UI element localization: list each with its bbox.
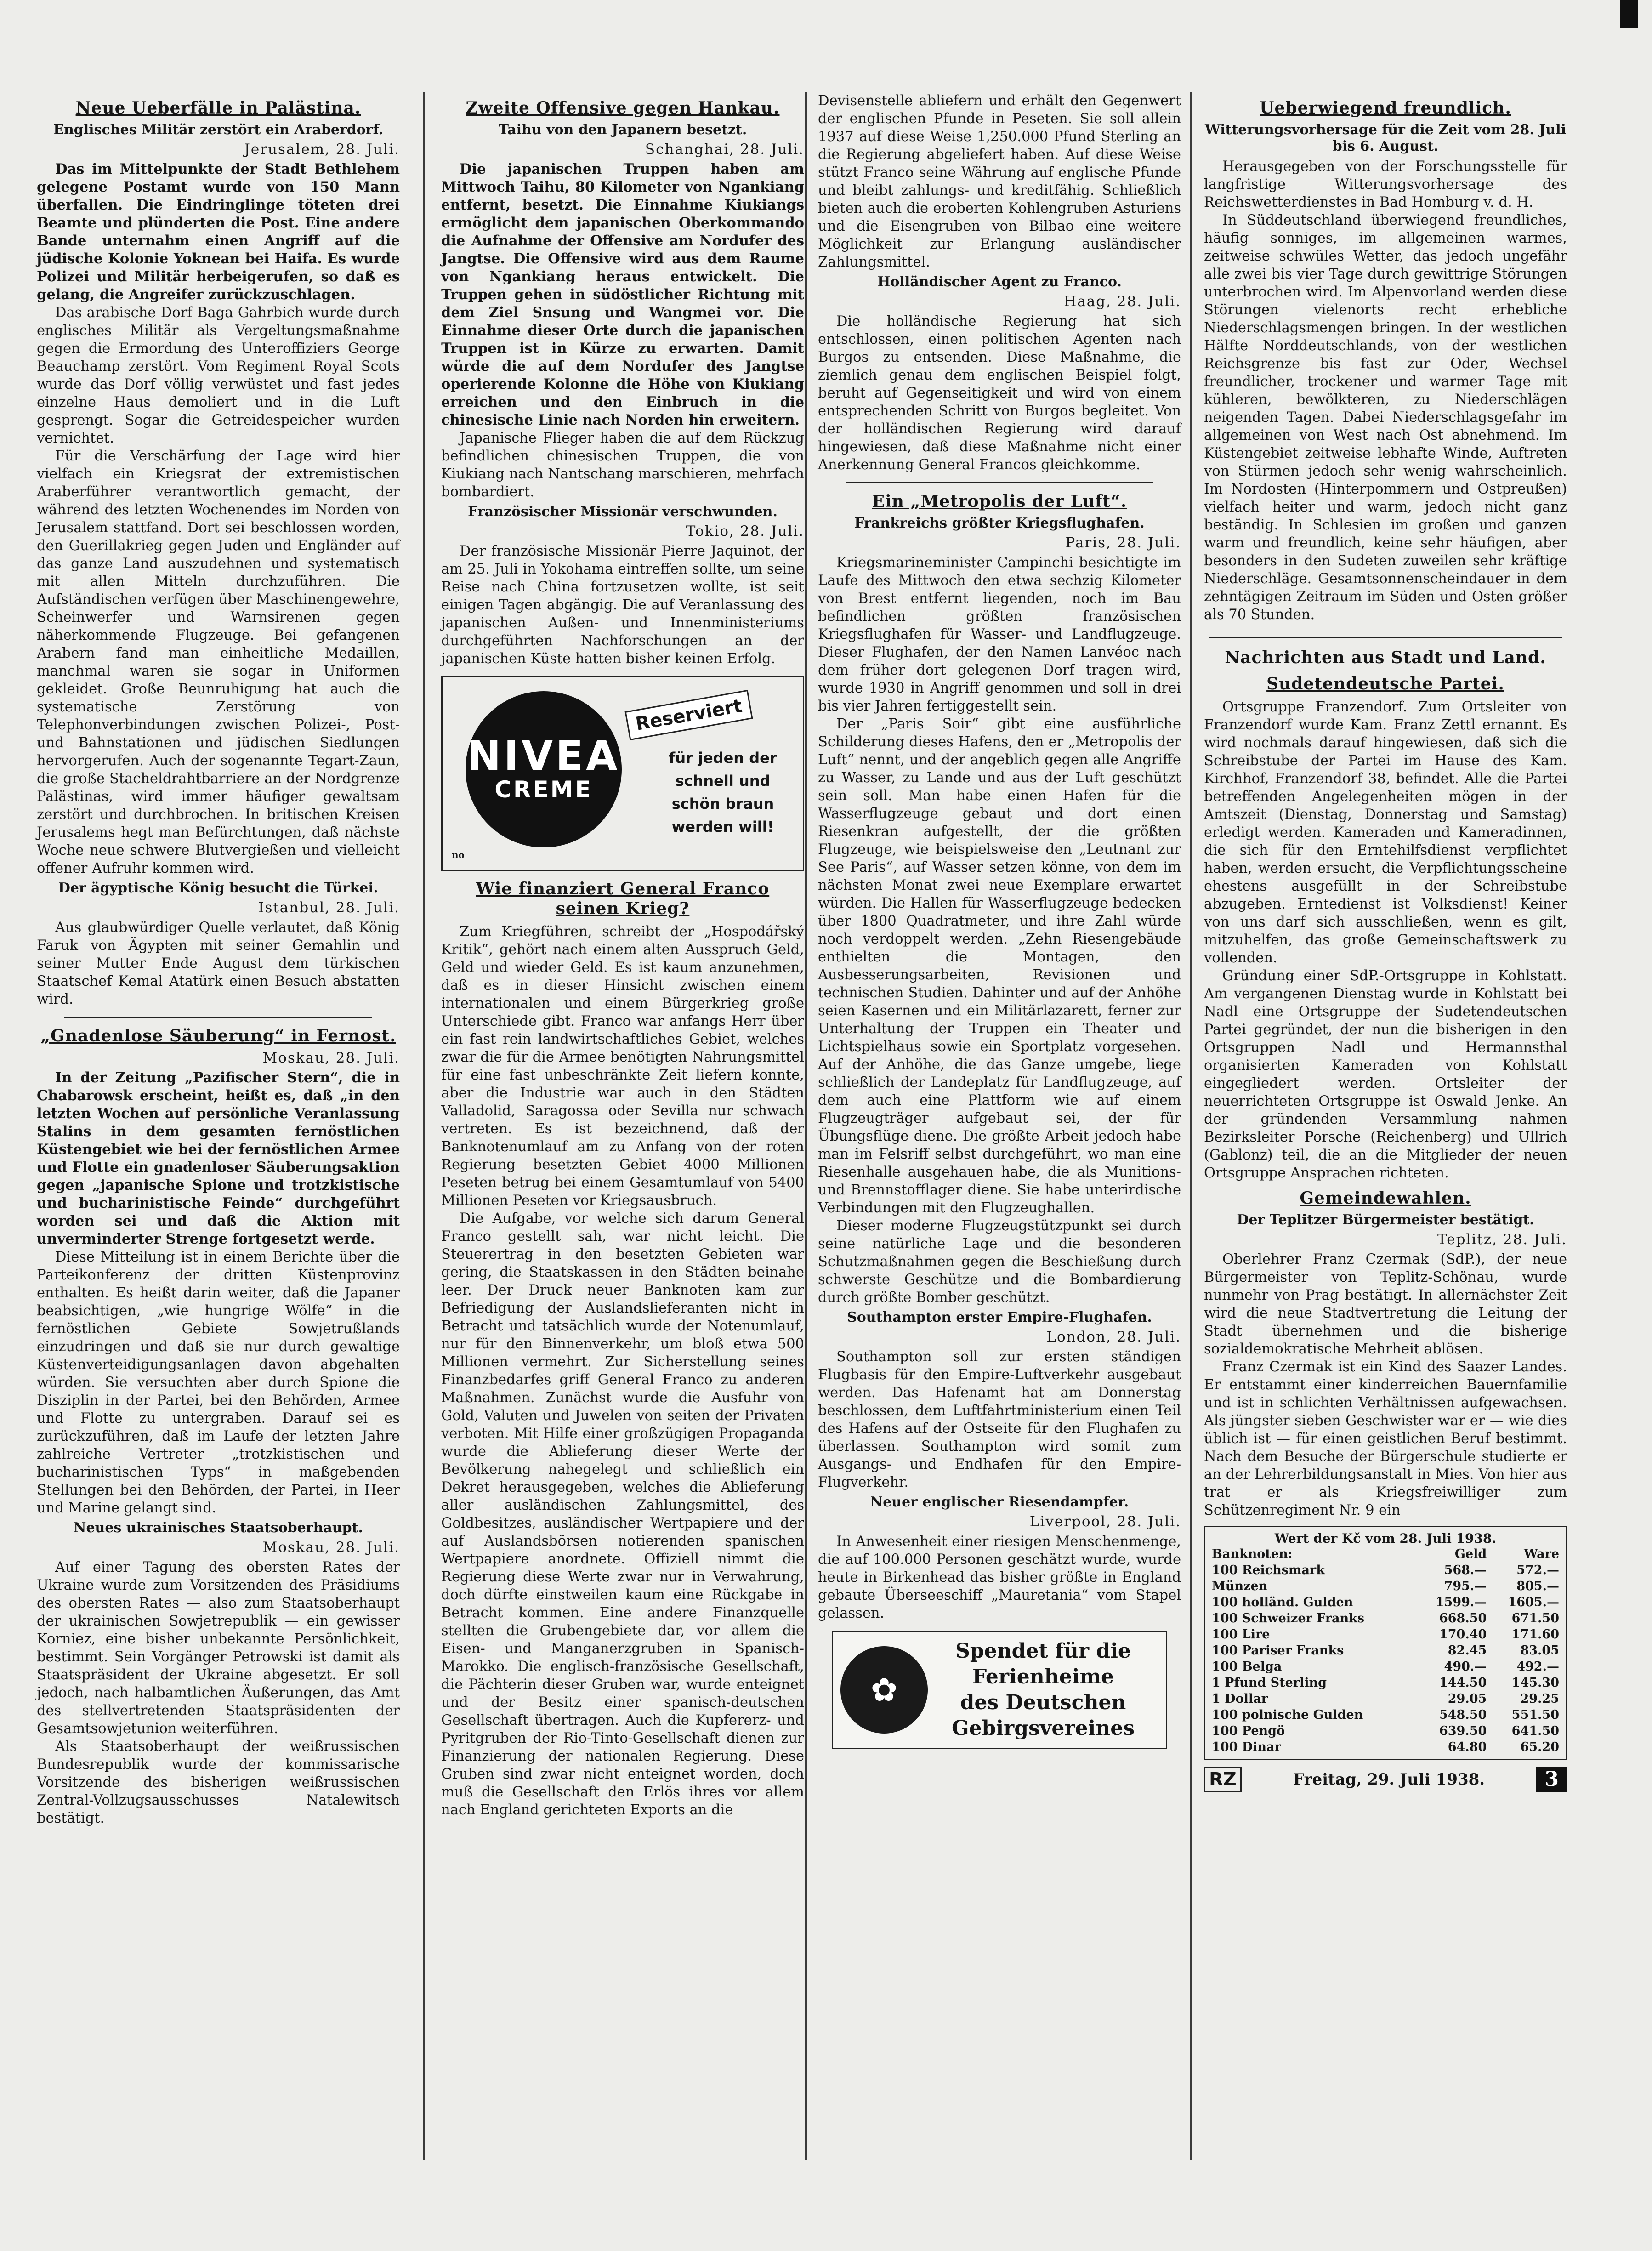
column-rule (1190, 92, 1192, 2160)
sell-rate: 171.60 (1511, 1627, 1559, 1642)
article-paragraph: In Anwesenheit einer riesigen Menschenmenge, die auf 100.000 Personen geschätzt wurde, wurde heute in Birkenhead das bisher größte in England gebaute Überseeschiff „Mauretania“ vom Stapel gelassen. (818, 1534, 1181, 1622)
sell-rate: 641.50 (1511, 1723, 1559, 1738)
ad-slogan: für jeden der schnell und schön braun werden will! (669, 749, 777, 836)
ferienheime-advertisement (832, 1631, 1167, 1749)
headline: Ein „Metropolis der Luft“. (872, 492, 1127, 511)
article-paragraph: Das arabische Dorf Baga Gahrbich wurde durch englisches Militär als Vergeltungsmaßnahme gegen die Ermordung des Unteroffiziers George Beauchamp zerstört. Vom Regiment Royal Scots wurde das Dorf völlig verwüstet und fast jedes einzelne Haus demoliert und in die Luft gesprengt. Sogar die Getreidespeicher wurden vernichtet. (37, 305, 400, 447)
currency-name: 100 Dinar (1212, 1739, 1281, 1754)
article-paragraph: Franz Czermak ist ein Kind des Saazer Landes. Er entstammt einer kinderreichen Bauernfamilie und ist in schlichten Verhältnissen aufgewachsen. Als jüngster sieben Geschwister war er — wie dies üblich ist — für einen geistlichen Beruf bestimmt. Nach dem Besuche der Bürgerschule studierte er an der Lehrerbildungsanstalt in Mies. Von hier aus trat er als Kriegsfreiwilliger zum Schützenregiment Nr. 9 ein (1204, 1359, 1567, 1518)
rate-row (1210, 1723, 1561, 1739)
sell-rate: 572.— (1516, 1563, 1559, 1577)
sell-rate: 29.25 (1520, 1691, 1559, 1706)
article-paragraph: Herausgegeben von der Forschungsstelle für langfristige Witterungsvorhersage des Reichswetterdienstes in Bad Homburg v. d. H. (1204, 159, 1567, 211)
buy-rate: 144.50 (1439, 1675, 1487, 1690)
article-paragraph: Japanische Flieger haben die auf dem Rückzug befindlichen chinesischen Truppen, die von Kiukiang nach Nantschang marschieren, mehrfach bombardiert. (441, 430, 804, 500)
subheadline: Holländischer Agent zu Franco. (877, 274, 1122, 290)
buy-rate: 795.— (1444, 1579, 1487, 1593)
buy-rate: 29.05 (1448, 1691, 1487, 1706)
subheadline: Neuer englischer Riesendampfer. (870, 1494, 1129, 1511)
ad-fineprint: no (452, 849, 465, 861)
dateline: Teplitz, 28. Juli. (1437, 1231, 1567, 1248)
dateline: Moskau, 28. Juli. (262, 1050, 400, 1067)
rate-row (1210, 1610, 1561, 1626)
rate-row (1210, 1562, 1561, 1578)
dateline: Schanghai, 28. Juli. (645, 141, 804, 158)
page-footer (1204, 1767, 1567, 1792)
article-paragraph: Kriegsmarineminister Campinchi besichtigte im Laufe des Mittwoch den etwa sechzig Kilometer von Brest entfernt liegenden, noch im Bau befindlichen größten französischen Kriegsflughafen für Wasser- und Landflugzeuge. Dieser Flughafen, der den Namen Lanvéoc nach dem früher dort gelegenen Dorf tragen wird, wurde 1930 in Angriff genommen und soll in drei bis vier Jahren fertiggestellt sein. (818, 555, 1181, 715)
headline: Gemeindewahlen. (1300, 1188, 1471, 1208)
article-paragraph: Gründung einer SdP.-Ortsgruppe in Kohlstatt. Am vergangenen Dienstag wurde in Kohlstatt bei Nadl eine Ortsgruppe der Sudetendeutschen Partei gegründet, der nun die bisherigen in den Ortsgruppen Nadl und Hermannsthal organisierten Kameraden von Kohlstatt eingegliedert werden. Ortsleiter der neuerrichteten Ortsgruppe ist Oswald Jenke. An der gründenden Versammlung nahmen Bezirksleiter Porsche (Reichenberg) und Ullrich (Gablonz) teil, die an die Mitglieder der neuen Ortsgruppe Ansprachen richteten. (1204, 967, 1567, 1181)
sell-rate: 65.20 (1520, 1739, 1559, 1754)
dateline: Haag, 28. Juli. (1064, 293, 1181, 310)
nivea-advertisement (441, 676, 804, 871)
headline: Neue Ueberfälle in Palästina. (75, 98, 361, 118)
rate-row (1210, 1594, 1561, 1610)
currency-name: 100 Belga (1212, 1659, 1282, 1674)
ad-line: Ferienheime (972, 1665, 1114, 1689)
rates-heading: Wert der Kč vom 28. Juli 1938. (1274, 1530, 1497, 1546)
registration-mark (1620, 0, 1638, 28)
article-paragraph: In der Zeitung „Pazifischer Stern“, die in Chabarowsk erscheint, heißt es, daß „in den letzten Wochen auf persönliche Veranlassung Stalins in dem gesamten fernöstlichen Küstengebiet wie bei der fernöstlichen Armee und Flotte ein gnadenloser Säuberungsaktion gegen „japanische Spione und trotzkistische und bucharinistische Feinde“ durchgeführt worden sei und daß die Aktion mit unverminderter Strenge fortgesetzt werde. (37, 1069, 400, 1248)
dateline: Tokio, 28. Juli. (686, 523, 804, 540)
currency-name: 100 Pariser Franks (1212, 1643, 1344, 1658)
article-paragraph: Devisenstelle abliefern und erhält den Gegenwert der englischen Pfunde in Peseten. Sie soll allein 1937 auf diese Weise 1,250.000 Pfund Sterling an die Regierung abgeliefert haben. Auf diese Weise stützt Franco seine Währung auf englische Pfunde und bleibt zahlungs- und kreditfähig. Schließlich bieten auch die eroberten Kohlengruben Asturiens und die Eisengruben von Bilbao eine weitere Möglichkeit zur Erlangung ausländischer Zahlungsmittel. (818, 93, 1181, 270)
subheadline: Der Teplitzer Bürgermeister bestätigt. (1237, 1211, 1534, 1228)
rate-row (1210, 1675, 1561, 1691)
column-1 (37, 92, 400, 1827)
ad-line: des Deutschen (960, 1691, 1126, 1715)
buy-rate: 548.50 (1439, 1707, 1487, 1722)
headline: Sudetendeutsche Partei. (1266, 674, 1504, 694)
ad-line: Gebirgsvereines (952, 1717, 1135, 1740)
subheadline: Der ägyptische König besucht die Türkei. (58, 880, 379, 897)
column-4 (1204, 92, 1567, 1792)
article-paragraph: Zum Kriegführen, schreibt der „Hospodářský Kritik“, gehört nach einem alten Ausspruch Geld, Geld und wieder Geld. Es ist kaum anzunehmen, daß es in dieser Hinsicht zwischen einem internationalen und einem Bürgerkrieg große Unterschiede gibt. Franco war anfangs Herr über ein fast rein landwirtschaftliches Gebiet, welches zwar die für die Armee benötigten Nahrungsmittel für eine fast unbeschränkte Zeit liefern konnte, aber die Industrie war auch in den Städten Valladolid, Saragossa oder Sevilla nur schwach vertreten. Es ist bezeichnend, daß der Banknotenumlauf am zu Anfang von der roten Regierung besetzten Gebiet 4000 Millionen Peseten betrug bei einem Gesamtumlauf von 5400 Millionen Peseten vor Kriegsausbruch. (441, 923, 804, 1209)
article-paragraph: Für die Verschärfung der Lage wird hier vielfach ein Kriegsrat der extremistischen Araberführer verantwortlich gemacht, der während des letzten Wochenendes im Norden von Jerusalem stattfand. Dort sei beschlossen worden, den Guerillakrieg gegen Juden und Engländer auf das ganze Land auszudehnen und systematisch mit allen Mitteln durchzuführen. Die Aufständischen verfügen über Maschinengewehre, Scheinwerfer und Warnsirenen gegen näherkommende Flugzeuge. Bei gefangenen Arabern fand man einheitliche Medaillen, manchmal waren sie sogar in Uniformen gekleidet. Große Beunruhigung hat auch die systematische Zerstörung von Telephonverbindungen zwischen Polizei-, Post- und Bahnstationen und jüdischen Siedlungen hervorgerufen. Auch der sogenannte Tegart-Zaun, die große Stacheldrahtbarriere an der Nordgrenze Palästinas, wird immer häufiger gewaltsam zerstört und durchbrochen. In britischen Kreisen Jerusalems hegt man Befürchtungen, daß nächste Woche neue schwere Blutvergießen und vielleicht offener Aufruhr kommen wird. (37, 448, 400, 877)
currency-name: Münzen (1212, 1579, 1268, 1593)
subheadline: Southampton erster Empire-Flughafen. (847, 1309, 1152, 1326)
rate-row (1210, 1707, 1561, 1723)
reserved-label: Reserviert (625, 690, 753, 740)
buy-rate: 639.50 (1439, 1723, 1487, 1738)
currency-name: 100 polnische Gulden (1212, 1707, 1363, 1722)
edelweiss-emblem-icon: ✿ (840, 1646, 928, 1734)
article-paragraph: In Süddeutschland überwiegend freundliches, häufig sonniges, im allgemeinen warmes, zeitweise schwüles Wetter, das jedoch ungefähr alle zwei bis vier Tage durch gewittrige Störungen unterbrochen wird. Im Alpenvorland werden diese Störungen vielenorts recht erhebliche Niederschlagsmengen bringen. In der westlichen Hälfte Norddeutschlands, von der westlichen Reichsgrenze bis fast zur Oder, Wechsel freundlicher, trockener und warmer Tage mit kühleren, bewölkteren, zu Niederschlägen neigenden Tagen. Dabei Niederschlagsgefahr im allgemeinen von West nach Ost abnehmend. Im Küstengebiet zeitweise lebhafte Winde, Auftreten von Stürmen jedoch sehr wenig wahrscheinlich. Im Nordosten (Hinterpommern und Ostpreußen) vielfach heiter und warm, jedoch nicht ganz beständig. In Schlesien im großen und ganzen warm und freundlich, keine sehr häufigen, aber besonders in den Sudeten zuweilen sehr kräftige Niederschläge. Gesamtsonnenscheindauer in dem zehntägigen Zeitraum im Süden und Osten größer als 70 Stunden. (1204, 212, 1567, 623)
rate-row (1210, 1626, 1561, 1643)
subheadline: Taihu von den Japanern besetzt. (498, 122, 747, 138)
article-paragraph: Das im Mittelpunkte der Stadt Bethlehem gelegene Postamt wurde von 150 Mann überfallen. Die Eindringlinge töteten drei Beamte und plünderten die Post. Eine andere Bande unternahm einen Angriff auf die jüdische Kolonie Yoknean bei Haifa. Es wurde Polizei und Militär herbeigerufen, so daß es gelang, die Angreifer zurückzuschlagen. (37, 161, 400, 303)
issue-date: Freitag, 29. Juli 1938. (1293, 1770, 1485, 1789)
buy-rate: 64.80 (1448, 1739, 1487, 1754)
subheadline: Neues ukrainisches Staatsoberhaupt. (74, 1520, 363, 1536)
nivea-tin-logo (466, 691, 622, 847)
buy-rate: 1599.— (1435, 1595, 1487, 1609)
article-paragraph: Auf einer Tagung des obersten Rates der Ukraine wurde zum Vorsitzenden des Präsidiums des obersten Rates — also zum Staatsoberhaupt der ukrainischen Sowjetrepublik — ein gewisser Korniez, eine bisher unbekannte Persönlichkeit, bestimmt. Sein Vorgänger Petrowski ist damit als Staatspräsident der Ukraine abgesetzt. Er soll jedoch, nach halbamtlichen Äußerungen, das Amt des stellvertretenden Staatspräsidenten der Gesamtsowjetunion weiterführen. (37, 1559, 400, 1737)
ad-line: Spendet für die (955, 1639, 1131, 1663)
headline: Zweite Offensive gegen Hankau. (466, 98, 780, 118)
divider (846, 482, 1153, 483)
currency-name: 100 Lire (1212, 1627, 1270, 1642)
subheadline: Witterungsvorhersage für die Zeit vom 28. Juli bis 6. August. (1204, 122, 1567, 155)
buy-rate: 568.— (1444, 1563, 1487, 1577)
headline: Wie finanziert General Franco seinen Krieg? (476, 879, 770, 919)
dateline: Paris, 28. Juli. (1065, 534, 1181, 551)
currency-name: 100 Pengö (1212, 1723, 1285, 1738)
col-header: Ware (1524, 1546, 1559, 1561)
subheadline: Frankreichs größter Kriegsflughafen. (854, 515, 1145, 532)
sell-rate: 671.50 (1511, 1611, 1559, 1626)
publisher-logo: RZ (1204, 1767, 1242, 1792)
sell-rate: 492.— (1516, 1659, 1559, 1674)
dateline: Jerusalem, 28. Juli. (244, 141, 400, 158)
currency-rates-table (1204, 1526, 1567, 1760)
nivea-product: CREME (494, 776, 593, 803)
currency-name: 1 Dollar (1212, 1691, 1268, 1706)
rate-row (1210, 1659, 1561, 1675)
currency-name: 100 Reichsmark (1212, 1563, 1325, 1577)
rate-row (1210, 1578, 1561, 1594)
nivea-brand: NIVEA (467, 732, 620, 780)
page-number: 3 (1536, 1767, 1567, 1792)
column-2 (441, 92, 804, 1819)
article-paragraph: Der französische Missionär Pierre Jaquinot, der am 25. Juli in Yokohama eintreffen sollte, um seine Reise nach China fortzusetzen wollte, ist seit einigen Tagen abgängig. Die auf Veranlassung des japanischen Außen- und Innenministeriums durchgeführten Nachforschungen an der japanischen Küste hatten bisher keinen Erfolg. (441, 543, 804, 667)
sell-rate: 1605.— (1508, 1595, 1559, 1609)
col-header: Geld (1454, 1546, 1487, 1561)
rate-row (1210, 1739, 1561, 1755)
sell-rate: 83.05 (1520, 1643, 1559, 1658)
divider (64, 1017, 372, 1018)
article-paragraph: Die Aufgabe, vor welche sich darum General Franco gestellt sah, war nicht leicht. Die Steuerertrag in den besetzten Gebieten war gering, die Staatskassen in den Städten beinahe leer. Der Druck neuer Banknoten kam zur Befriedigung der Auslandslieferanten nicht in Betracht und tatsächlich wurde der Notenumlauf, nur für den Binnenverkehr, um bloß etwa 500 Millionen vermehrt. Zur Sicherstellung seines Finanzbedarfes griff General Franco zu anderen Maßnahmen. Zunächst wurde die Ausfuhr von Gold, Valuten und Juwelen von seiten der Privaten verboten. Mit Hilfe einer großzügigen Propaganda wurde die Ablieferung dieser Werte der Bevölkerung nahegelegt und schließlich ein Dekret herausgegeben, welches die Ablieferung aller ausländischen Zahlungsmittel, des Goldbesitzes, ausländischer Wertpapiere und der auf Auslandsbörsen notierenden spanischen Wertpapiere anordnete. Offiziell nimmt die Regierung diese Werte zwar nur in Verwahrung, doch dürfte einstweilen kaum eine Rückgabe in Betracht kommen. Eine andere Finanzquelle stellten die Grubengebiete dar, vor allem die Eisen- und Manganerzgruben in Spanisch-Marokko. Die englisch-französische Gesellschaft, die Pächterin dieser Gruben war, wurde enteignet und der Besitz einer spanisch-deutschen Gesellschaft übertragen. Auch die Kupfererz- und Pyritgruben der Rio-Tinto-Gesellschaft dienen zur Finanzierung der nationalen Regierung. Diese Gruben sind zwar nicht enteignet worden, doch muß die Gesellschaft den Erlös ihres vor allem nach England gerichteten Exports an die (441, 1210, 804, 1818)
column-rule (423, 92, 425, 2160)
rate-row (1210, 1691, 1561, 1707)
subheadline: Englisches Militär zerstört ein Araberdorf. (53, 122, 383, 138)
dateline: Liverpool, 28. Juli. (1029, 1513, 1181, 1530)
column-3 (818, 92, 1181, 1757)
article-paragraph: Die holländische Regierung hat sich entschlossen, einen politischen Agenten nach Burgos zu entsenden. Diese Maßnahme, die ziemlich genau dem englischen Beispiel folgt, beruht auf Gegenseitigkeit und wird von einem entsprechenden Schritt von Burgos begleitet. Von der holländischen Regierung wird darauf hingewiesen, daß diese Maßnahme nicht einer Anerkennung General Francos gleichkomme. (818, 313, 1181, 473)
article-paragraph: Oberlehrer Franz Czermak (SdP.), der neue Bürgermeister von Teplitz-Schönau, wurde nunmehr von Prag bestätigt. In allernächster Zeit wird die neue Stadtvertretung die Leitung der Stadt übernehmen und die bisherige sozialdemokratische Mehrheit ablösen. (1204, 1251, 1567, 1357)
buy-rate: 82.45 (1448, 1643, 1487, 1658)
headline: Ueberwiegend freundlich. (1260, 98, 1511, 118)
currency-name: 100 holländ. Gulden (1212, 1595, 1353, 1609)
col-header: Banknoten: (1212, 1546, 1293, 1561)
buy-rate: 668.50 (1439, 1611, 1487, 1626)
rates-header-row (1210, 1546, 1561, 1562)
article-paragraph: Diese Mitteilung ist in einem Berichte über die Parteikonferenz der dritten Küstenprovinz enthalten. Es heißt darin weiter, daß die Japaner beabsichtigen, „wie hungrige Wölfe“ in die fernöstlichen Gebiete Sowjetrußlands einzudringen und daß sie nur durch gewaltige Küstenverteidigungsanlagen davon abgehalten würden. Sie versuchten aber durch Spione die Disziplin in der Partei, bei den Behörden, Armee und Flotte zu untergraben. Darauf sei es zurückzuführen, daß im Laufe der letzten Jahre zahlreiche Vertreter „trotzkistischen und bucharinistischen Typs“ in maßgebenden Stellungen bei den Behörden, der Partei, in Heer und Marine gelangt sind. (37, 1249, 400, 1517)
ad-text (928, 1638, 1158, 1741)
sell-rate: 805.— (1516, 1579, 1559, 1593)
article-paragraph: Die japanischen Truppen haben am Mittwoch Taihu, 80 Kilometer von Ngankiang entfernt, besetzt. Die Einnahme Kiukiangs ermöglicht dem japanischen Oberkommando die Aufnahme der Offensive am Nordufer des Jangtse. Die Offensive wird aus dem Raume von Ngankiang heraus entwickelt. Die Truppen gehen in südöstlicher Richtung mit dem Ziel Snsung und Wangmei vor. Die Einnahme dieser Orte durch die japanischen Truppen ist in Kürze zu erwarten. Damit würde die auf dem Nordufer des Jangtse operierende Kolonne die Höhe von Kiukiang erreichen und den Einbruch in die chinesische Linie nach Norden hin erweitern. (441, 161, 804, 429)
article-paragraph: Der „Paris Soir“ gibt eine ausführliche Schilderung dieses Hafens, den er „Metropolis der Luft“ nennt, und der angeblich gegen alle Angriffe zu Wasser, zu Lande und aus der Luft geschützt sein soll. Man habe einen Hafen für die Wasserflugzeuge gebaut und dort einen Riesenkran aufgestellt, der die größten Flugzeuge, wie beispielsweise den „Leutnant zur See Paris“, auf Wasser setzen könne, von dem im nächsten Monat zwei neue Exemplare erwartet würden. Die Hallen für Wasserflugzeuge bedecken über 1800 Quadratmeter, und ihre Zahl würde noch verdoppelt werden. „Zehn Riesengebäude enthielten die Montagen, den Ausbesserungsarbeiten, Revisionen und technischen Studien. Dahinter und auf der Anhöhe seien Kasernen und ein Militärlazarett, ferner zur Unterhaltung der Truppen ein Theater und Lichtspielhaus sowie ein Sportplatz vorgesehen. Auf der Anhöhe, die das Ganze umgebe, liege schließlich der Landeplatz für Landflugzeuge, auf dem auch eine Plattform wie auf einem Flugzeugträger aufgebaut sei, der für Übungsflüge diene. Die größte Arbeit jedoch habe man im Felsriff selbst durchgeführt, wo man eine Riesenhalle ausgehauen habe, die als Munitions- und Brennstofflager diene. Sie habe unterirdische Verbindungen mit den Flugzeughallen. (818, 716, 1181, 1216)
headline: „Gnadenlose Säuberung“ in Fernost. (40, 1026, 396, 1046)
dateline: Moskau, 28. Juli. (262, 1539, 400, 1556)
column-rule (805, 92, 807, 2160)
article-paragraph: Ortsgruppe Franzendorf. Zum Ortsleiter von Franzendorf wurde Kam. Franz Zettl ernannt. Es wird nochmals darauf hingewiesen, daß sich die Schreibstube der Partei im Hause des Kam. Kirchhof, Franzendorf 38, befindet. Alle die Partei betreffenden Angelegenheiten mögen in der Amtszeit (Dienstag, Donnerstag und Samstag) erledigt werden. Kameraden und Kameradinnen, die sich für den Erntehilfsdienst verpflichtet haben, werden ersucht, die Verpflichtungsscheine ehestens ausgefüllt in der Schreibstube abzugeben. Erntedienst ist Volksdienst! Keiner von uns darf sich ausschließen, wenn es gilt, mitzuhelfen, das große Gemeinschaftswerk zu vollenden. (1204, 699, 1567, 966)
sell-rate: 145.30 (1511, 1675, 1559, 1690)
sell-rate: 551.50 (1511, 1707, 1559, 1722)
subheadline: Französischer Missionär verschwunden. (468, 504, 778, 520)
article-paragraph: Southampton soll zur ersten ständigen Flugbasis für den Empire-Luftverkehr ausgebaut werden. Das Hafenamt hat am Donnerstag beschlossen, dem Luftfahrtministerium einen Teil des Hafens auf der Ostseite für den Flughafen zu überlassen. Southampton wird somit zum Ausgangs- und Endhafen für den Empire-Flugverkehr. (818, 1349, 1181, 1491)
article-paragraph: Aus glaubwürdiger Quelle verlautet, daß König Faruk von Ägypten mit seiner Gemahlin und seiner Mutter Ende August dem türkischen Staatschef Kemal Atatürk einen Besuch abstatten wird. (37, 920, 400, 1008)
buy-rate: 490.— (1444, 1659, 1487, 1674)
currency-name: 100 Schweizer Franks (1212, 1611, 1365, 1626)
currency-name: 1 Pfund Sterling (1212, 1675, 1327, 1690)
buy-rate: 170.40 (1439, 1627, 1487, 1642)
rates-grid (1210, 1546, 1561, 1755)
article-paragraph: Dieser moderne Flugzeugstützpunkt sei durch seine natürliche Lage und die besonderen Schutzmaßnahmen gegen die Beschießung durch schwerste Geschütze und die Bombardierung durch größte Bomber geschützt. (818, 1218, 1181, 1306)
article-paragraph: Als Staatsoberhaupt der weißrussischen Bundesrepublik wurde der kommissarische Vorsitzende des bisherigen weißrussischen Zentral-Vollzugsausschusses Natalewitsch bestätigt. (37, 1739, 400, 1827)
dateline: London, 28. Juli. (1046, 1329, 1181, 1346)
divider (1209, 634, 1562, 638)
section-title: Nachrichten aus Stadt und Land. (1225, 648, 1546, 668)
rate-row (1210, 1643, 1561, 1659)
dateline: Istanbul, 28. Juli. (258, 899, 400, 916)
